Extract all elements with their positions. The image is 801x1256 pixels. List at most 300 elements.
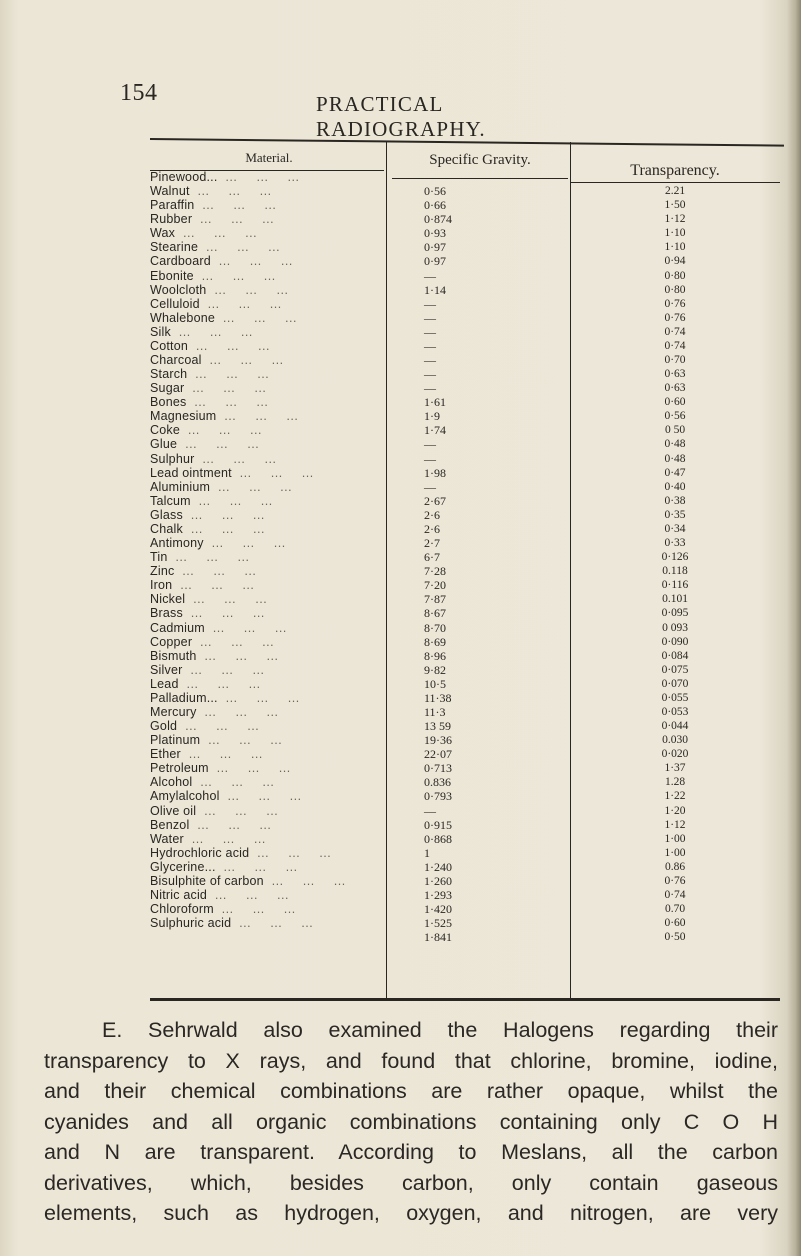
material-name: Iron	[150, 578, 173, 593]
cell-specific-gravity: —	[424, 451, 436, 466]
cell-specific-gravity: 1	[424, 845, 430, 860]
cell-specific-gravity: —	[424, 310, 436, 325]
cell-material	[150, 198, 382, 212]
material-name: Silk	[150, 324, 171, 339]
table-row	[150, 381, 780, 395]
cell-transparency: 0.86	[664, 860, 686, 873]
cell-specific-gravity: —	[424, 381, 436, 396]
cell-specific-gravity: 13 59	[424, 719, 451, 734]
leader-dots: … … …	[217, 690, 300, 705]
table-row	[150, 818, 780, 832]
leader-dots: … … …	[203, 536, 286, 551]
cell-specific-gravity: 0·874	[424, 212, 452, 227]
material-name: Antimony	[150, 536, 204, 551]
material-name: Walnut	[150, 184, 190, 199]
cell-transparency: 1·10	[664, 241, 686, 254]
table-row	[150, 170, 780, 184]
cell-transparency: 1·12	[664, 213, 686, 226]
cell-material	[150, 606, 382, 620]
cell-transparency: 0·50	[664, 931, 686, 944]
cell-specific-gravity: —	[424, 353, 436, 368]
table-row	[150, 747, 780, 761]
cell-specific-gravity: —	[424, 268, 436, 283]
material-name: Ebonite	[150, 268, 194, 283]
material-name: Starch	[150, 367, 188, 382]
cell-material	[150, 550, 382, 564]
cell-specific-gravity: 1·61	[424, 395, 446, 410]
cell-material	[150, 635, 382, 649]
cell-specific-gravity: 10·5	[424, 676, 446, 691]
material-name: Lead ointment	[150, 465, 232, 480]
leader-dots: … … …	[182, 662, 265, 677]
table-row	[150, 283, 780, 297]
table-row	[150, 184, 780, 198]
paragraph-line: elements, such as hydrogen, oxygen, and nitrogen, are very	[44, 1201, 778, 1225]
material-name: Mercury	[150, 704, 197, 719]
cell-material	[150, 240, 382, 254]
cell-material	[150, 649, 382, 663]
leader-dots: … … …	[189, 817, 272, 832]
cell-specific-gravity: 0·97	[424, 254, 446, 269]
table-row	[150, 522, 780, 536]
table-row	[150, 789, 780, 803]
cell-transparency: 1·00	[664, 832, 686, 845]
cell-specific-gravity: 0·915	[424, 817, 452, 832]
cell-material	[150, 874, 382, 888]
material-name: Stearine	[150, 240, 199, 255]
paragraph-line: transparency to X rays, and found that chlorine, bromine, iodine,	[44, 1048, 778, 1073]
cell-material	[150, 325, 382, 339]
material-name: Alcohol	[150, 775, 193, 790]
material-name: Platinum	[150, 733, 201, 748]
leader-dots: … … …	[175, 226, 258, 241]
cell-transparency: 0 50	[664, 424, 686, 437]
cell-specific-gravity: 6·7	[424, 550, 440, 565]
material-name: Talcum	[150, 493, 191, 508]
table-bottom-rule	[150, 998, 780, 1001]
cell-material	[150, 789, 382, 803]
table-row	[150, 564, 780, 578]
leader-dots: … … …	[206, 282, 289, 297]
cell-specific-gravity: 1·98	[424, 465, 446, 480]
cell-material	[150, 494, 382, 508]
leader-dots: … … …	[194, 198, 277, 213]
cell-transparency: 0.101	[662, 593, 688, 606]
cell-specific-gravity: —	[424, 367, 436, 382]
table-row	[150, 423, 780, 437]
material-name: Magnesium	[150, 409, 217, 424]
cell-material	[150, 564, 382, 578]
cell-specific-gravity: 1·74	[424, 423, 446, 438]
leader-dots: … … …	[207, 887, 290, 902]
cell-transparency: 1·50	[664, 199, 686, 212]
material-name: Bismuth	[150, 648, 197, 663]
cell-material	[150, 733, 382, 747]
cell-transparency: 0 093	[662, 621, 688, 634]
transparency-table	[150, 138, 790, 1000]
leader-dots: … … …	[177, 719, 260, 734]
cell-specific-gravity: 1·9	[424, 409, 440, 424]
cell-transparency: 0·76	[664, 297, 686, 310]
cell-material	[150, 423, 382, 437]
table-row	[150, 606, 780, 620]
cell-material	[150, 367, 382, 381]
table-row	[150, 888, 780, 902]
material-name: Chloroform	[150, 902, 214, 917]
cell-material	[150, 663, 382, 677]
table-row	[150, 930, 780, 944]
cell-transparency: 0·053	[661, 705, 689, 718]
leader-dots: … … …	[192, 775, 275, 790]
leader-dots: … … …	[231, 465, 315, 480]
cell-material	[150, 269, 382, 283]
column-header-transparency: Transparency.	[630, 162, 720, 179]
cell-material	[150, 212, 382, 226]
table-row	[150, 621, 780, 635]
paragraph-line: and their chemical combinations are rather opaque, whilst the	[44, 1079, 778, 1103]
cell-specific-gravity: 1·240	[424, 859, 452, 874]
cell-specific-gravity: 1·14	[424, 282, 446, 297]
cell-transparency: 0·126	[661, 551, 689, 564]
cell-material	[150, 916, 382, 930]
table-row	[150, 874, 780, 888]
table-row	[150, 832, 780, 846]
table-row	[150, 578, 780, 592]
cell-material	[150, 888, 382, 902]
leader-dots: … … …	[200, 733, 283, 748]
cell-specific-gravity: 7·20	[424, 578, 446, 593]
material-name: Cotton	[150, 338, 189, 353]
cell-specific-gravity: 0.836	[424, 775, 451, 790]
cell-transparency: 0·60	[664, 917, 686, 930]
cell-material	[150, 747, 382, 761]
leader-dots: … … …	[172, 578, 255, 593]
table-row	[150, 860, 780, 874]
cell-specific-gravity: 1·525	[424, 916, 452, 931]
cell-material	[150, 691, 382, 705]
leader-dots: … … …	[216, 409, 299, 424]
cell-material	[150, 818, 382, 832]
leader-dots: … … …	[187, 367, 270, 382]
cell-specific-gravity: 2·67	[424, 493, 446, 508]
material-name: Water	[150, 831, 184, 846]
cell-transparency: 0·38	[664, 494, 686, 507]
cell-transparency: 0·075	[661, 663, 689, 676]
cell-material	[150, 592, 382, 606]
cell-specific-gravity: 0·56	[424, 184, 446, 199]
material-name: Petroleum	[150, 761, 209, 776]
leader-dots: … … …	[194, 451, 277, 466]
cell-material	[150, 621, 382, 635]
cell-specific-gravity: 2·7	[424, 536, 440, 551]
material-name: Nitric acid	[150, 887, 208, 902]
cell-specific-gravity: 1·420	[424, 902, 452, 917]
material-name: Glycerine...	[150, 859, 216, 874]
cell-specific-gravity: 0·66	[424, 198, 446, 213]
leader-dots: … … …	[217, 170, 300, 184]
material-name: Sulphuric acid	[150, 916, 232, 931]
cell-specific-gravity: 7·28	[424, 564, 446, 579]
cell-transparency: 0·33	[664, 537, 686, 550]
table-row	[150, 437, 780, 451]
table-row	[150, 691, 780, 705]
material-name: Wax	[150, 226, 176, 241]
cell-specific-gravity: 19·36	[424, 733, 452, 748]
material-name: Palladium...	[150, 690, 218, 705]
table-row	[150, 198, 780, 212]
cell-specific-gravity: —	[424, 479, 436, 494]
table-row	[150, 452, 780, 466]
column-header-material: Material.	[245, 150, 293, 165]
material-name: Cardboard	[150, 254, 211, 269]
cell-transparency: 2.21	[664, 185, 686, 198]
cell-transparency: 0·48	[664, 452, 686, 465]
leader-dots: … … …	[177, 437, 260, 452]
table-row	[150, 804, 780, 818]
cell-specific-gravity: —	[424, 803, 436, 818]
cell-transparency: 1·22	[664, 790, 686, 803]
leader-dots: … … …	[201, 353, 284, 368]
table-row	[150, 635, 780, 649]
table-row	[150, 846, 780, 860]
cell-transparency: 0·084	[661, 649, 689, 662]
table-row	[150, 916, 780, 930]
material-name: Rubber	[150, 212, 193, 227]
material-name: Amylalcohol	[150, 789, 220, 804]
cell-material	[150, 466, 382, 480]
cell-specific-gravity: 8·69	[424, 634, 446, 649]
table-row	[150, 311, 780, 325]
cell-specific-gravity: 0·713	[424, 761, 452, 776]
leader-dots: … … …	[188, 338, 271, 353]
leader-dots: … … …	[210, 254, 294, 269]
cell-specific-gravity: 8·70	[424, 620, 446, 635]
cell-material	[150, 804, 382, 818]
cell-transparency: 1.28	[664, 776, 686, 789]
leader-dots: … … …	[215, 310, 298, 325]
cell-transparency: 0·055	[661, 691, 689, 704]
leader-dots: … … …	[186, 395, 269, 410]
material-name: Olive oil	[150, 803, 197, 818]
cell-material	[150, 437, 382, 451]
cell-material	[150, 508, 382, 522]
leader-dots: … … …	[204, 620, 288, 635]
cell-specific-gravity: 11·3	[424, 704, 446, 719]
cell-transparency: 0·76	[664, 311, 686, 324]
cell-transparency: 0·40	[664, 480, 686, 493]
cell-material	[150, 522, 382, 536]
material-name: Chalk	[150, 521, 183, 536]
cell-specific-gravity: 2·6	[424, 507, 440, 522]
table-row	[150, 902, 780, 916]
cell-transparency: 0·070	[661, 677, 689, 690]
table-row	[150, 269, 780, 283]
material-name: Nickel	[150, 592, 186, 607]
material-name: Glue	[150, 437, 178, 452]
cell-material	[150, 409, 382, 423]
cell-material	[150, 381, 382, 395]
paragraph-line: derivatives, which, besides carbon, only contain gaseous	[44, 1170, 778, 1195]
material-name: Brass	[150, 606, 183, 621]
cell-transparency: 0·116	[661, 579, 689, 592]
leader-dots: … … …	[198, 240, 281, 255]
cell-transparency: 0·044	[661, 720, 689, 733]
cell-transparency: 1·20	[664, 804, 686, 817]
material-name: Ether	[150, 747, 181, 762]
table-row	[150, 325, 780, 339]
cell-material	[150, 761, 382, 775]
cell-transparency: 0·35	[664, 508, 686, 521]
cell-specific-gravity: —	[424, 324, 436, 339]
table-row	[150, 705, 780, 719]
cell-material	[150, 297, 382, 311]
cell-material	[150, 353, 382, 367]
leader-dots: … … …	[196, 648, 279, 663]
leader-dots: … … …	[182, 606, 266, 621]
material-name: Lead	[150, 676, 179, 691]
leader-dots: … … …	[182, 507, 266, 522]
material-name: Gold	[150, 719, 178, 734]
material-name: Benzol	[150, 817, 190, 832]
cell-material	[150, 719, 382, 733]
cell-transparency: 1·00	[664, 846, 686, 859]
material-name: Cadmium	[150, 620, 205, 635]
leader-dots: … … …	[185, 592, 268, 607]
table-row	[150, 649, 780, 663]
table-row	[150, 409, 780, 423]
cell-specific-gravity: 0·97	[424, 240, 446, 255]
table-row	[150, 339, 780, 353]
table-row	[150, 508, 780, 522]
material-name: Tin	[150, 550, 168, 565]
material-name: Coke	[150, 423, 180, 438]
material-name: Charcoal	[150, 353, 202, 368]
cell-transparency: 0·56	[664, 410, 686, 423]
table-body	[150, 170, 780, 944]
material-name: Aluminium	[150, 479, 211, 494]
table-row	[150, 367, 780, 381]
cell-transparency: 0·74	[664, 888, 686, 901]
cell-material	[150, 578, 382, 592]
leader-dots: … … …	[213, 902, 297, 917]
cell-specific-gravity: 8·96	[424, 648, 446, 663]
cell-specific-gravity: —	[424, 296, 436, 311]
cell-transparency: 0·60	[664, 396, 686, 409]
cell-material	[150, 860, 382, 874]
cell-material	[150, 311, 382, 325]
table-row	[150, 212, 780, 226]
cell-specific-gravity: 9·82	[424, 662, 446, 677]
cell-transparency: 1·37	[664, 762, 686, 775]
column-header-specific-gravity: Specific Gravity.	[429, 152, 531, 168]
cell-transparency: 0.70	[664, 903, 686, 916]
cell-specific-gravity: 2·6	[424, 521, 440, 536]
cell-transparency: 0·74	[664, 339, 686, 352]
cell-specific-gravity: 0·93	[424, 226, 446, 241]
material-name: Pinewood...	[150, 170, 218, 184]
cell-transparency: 0·94	[664, 255, 686, 268]
leader-dots: … … …	[174, 564, 257, 579]
cell-specific-gravity: 1·260	[424, 873, 452, 888]
material-name: Celluloid	[150, 296, 200, 311]
cell-material	[150, 254, 382, 268]
page-header	[120, 80, 580, 141]
table-row	[150, 254, 780, 268]
material-name: Whalebone	[150, 310, 216, 325]
cell-transparency: 0·095	[661, 607, 689, 620]
leader-dots: … … …	[180, 747, 264, 762]
material-name: Hydrochloric acid	[150, 845, 250, 860]
running-title: PRACTICAL RADIOGRAPHY.	[316, 92, 486, 141]
cell-material	[150, 677, 382, 691]
cell-material	[150, 395, 382, 409]
cell-transparency: 0.118	[662, 565, 688, 578]
leader-dots: … … …	[184, 381, 267, 396]
leader-dots: … … …	[182, 521, 266, 536]
leader-dots: … … …	[215, 859, 298, 874]
table-row	[150, 353, 780, 367]
cell-specific-gravity: 0·793	[424, 789, 452, 804]
cell-specific-gravity: 11·38	[424, 690, 452, 705]
cell-material	[150, 184, 382, 198]
cell-transparency: 0·020	[661, 748, 689, 761]
table-row	[150, 719, 780, 733]
cell-specific-gravity: 7·87	[424, 592, 446, 607]
table-row	[150, 297, 780, 311]
cell-specific-gravity: 22·07	[424, 747, 452, 762]
leader-dots: … … …	[263, 873, 346, 888]
leader-dots: … … …	[170, 324, 254, 339]
material-name: Silver	[150, 662, 183, 677]
cell-transparency: 1·10	[664, 227, 686, 240]
leader-dots: … … …	[178, 676, 261, 691]
table-top-rule	[150, 138, 784, 147]
paragraph-line: and N are transparent. According to Meslans, all the carbon	[44, 1140, 778, 1164]
cell-specific-gravity: —	[424, 437, 436, 452]
leader-dots: … … …	[249, 845, 332, 860]
leader-dots: … … …	[210, 479, 293, 494]
material-name: Sugar	[150, 381, 185, 396]
cell-transparency: 0·63	[664, 382, 686, 395]
cell-transparency: 0·70	[664, 354, 686, 367]
cell-transparency: 0·090	[661, 635, 689, 648]
cell-material	[150, 170, 382, 184]
material-name: Bones	[150, 395, 187, 410]
leader-dots: … … …	[192, 634, 275, 649]
material-name: Woolcloth	[150, 282, 207, 297]
cell-material	[150, 705, 382, 719]
cell-material	[150, 775, 382, 789]
leader-dots: … … …	[196, 704, 279, 719]
cell-transparency: 0·48	[664, 438, 686, 451]
table-row	[150, 550, 780, 564]
cell-transparency: 0.030	[662, 734, 688, 747]
cell-specific-gravity: 1·293	[424, 887, 452, 902]
table-row	[150, 775, 780, 789]
table-row	[150, 677, 780, 691]
cell-transparency: 0·80	[664, 269, 686, 282]
page-number: 154	[120, 80, 158, 106]
cell-transparency: 0·80	[664, 283, 686, 296]
cell-transparency: 0·34	[664, 522, 686, 535]
leader-dots: … … …	[199, 296, 282, 311]
table-row	[150, 226, 780, 240]
cell-specific-gravity: 0·868	[424, 831, 452, 846]
table-row	[150, 240, 780, 254]
leader-dots: … … …	[189, 184, 272, 199]
cell-material	[150, 339, 382, 353]
table-row	[150, 536, 780, 550]
